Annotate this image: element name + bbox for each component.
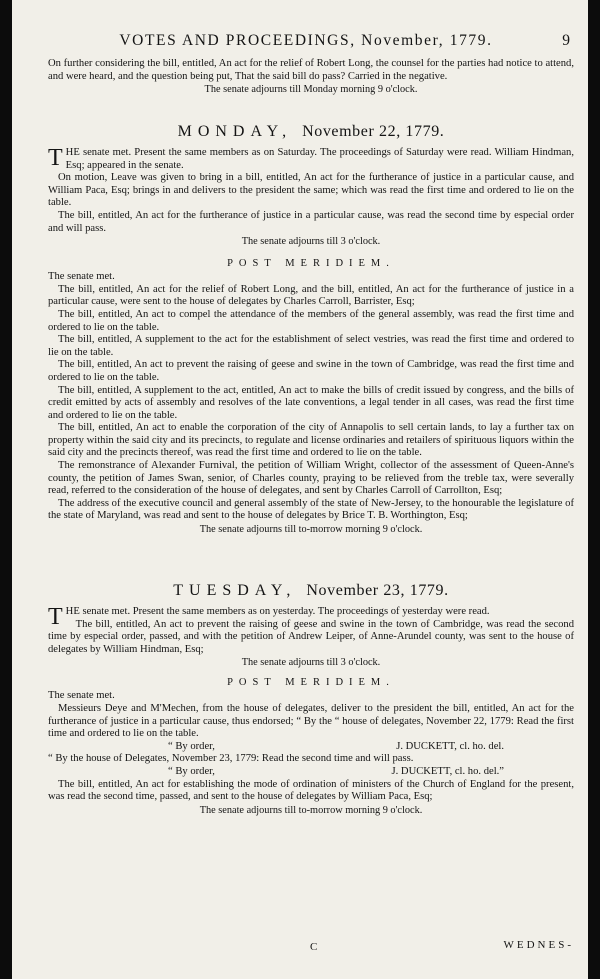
monday-pm-2: The bill, entitled, An act to compel the attendance of the members of the general assembly, was read the first time and ordered to lie on the table. — [48, 308, 574, 333]
page-number: 9 — [562, 32, 570, 49]
monday-paragraph-3: The bill, entitled, An act for the furtherance of justice in a particular cause, was read the second time by especial order and will pass. — [48, 209, 574, 234]
monday-section — [48, 121, 574, 536]
tuesday-section — [48, 580, 574, 817]
signature-mark: C — [310, 941, 318, 953]
monday-post-meridiem: POST MERIDIEM. — [227, 258, 395, 270]
tuesday-pm-adjourn: The senate adjourns till to-morrow morning 9 o'clock. — [199, 804, 423, 816]
tuesday-quote-1-order: “ By order, — [168, 740, 215, 752]
tuesday-pm-4: The bill, entitled, An act for establishing the mode of ordination of ministers of the Church of England for the present, was read the second time, passed, and sent to the house of delegates by William Paca, Esq; — [48, 778, 574, 803]
monday-pm-8: The address of the executive council and general assembly of the state of New-Jersey, to the honourable the legislature of the state of Maryland, was read and sent to the house of delegates by Brice T. B. Worthington, Esq; — [48, 497, 574, 522]
opening-section — [48, 58, 574, 96]
monday-day: MONDAY, — [177, 123, 293, 140]
monday-drop-cap: T — [48, 145, 63, 171]
monday-pm-5: The bill, entitled, A supplement to the act, entitled, An act to make the bills of credit issued by congress, and the bills of credit emitted by acts of assembly and resolves of the late conventions, a legal tender in all cases, was read the first time and ordered to lie on the table. — [48, 384, 574, 421]
tuesday-date: November 23, 1779. — [306, 582, 449, 599]
tuesday-quote-2-order: “ By order, — [168, 765, 215, 777]
monday-pm-4: The bill, entitled, An act to prevent the raising of geese and swine in the town of Cambridge, was read the first time and ordered to lie on the table. — [48, 359, 574, 383]
tuesday-paragraph-1 — [48, 604, 574, 630]
opening-paragraph: On further considering the bill, entitled, An act for the relief of Robert Long, the counsel for the parties had notice to attend, and were heard, and the question being put, That the said bill do pass? Carried in the negative. — [48, 58, 574, 82]
document-page — [12, 0, 588, 979]
tuesday-post-meridiem: POST MERIDIEM. — [227, 677, 395, 689]
monday-adjourn: The senate adjourns till 3 o'clock. — [241, 236, 381, 248]
tuesday-drop-cap: T — [48, 604, 63, 630]
monday-heading — [48, 121, 574, 143]
catchword: WEDNES- — [503, 939, 574, 951]
tuesday-pm-1: The senate met. — [48, 690, 115, 702]
page-footer — [48, 941, 574, 971]
tuesday-quote-1-clerk: J. DUCKETT, cl. ho. del. — [396, 740, 504, 752]
tuesday-paragraph-2: The bill, entitled, An act to prevent the raising of geese and swine in the town of Cambridge, was read the second time by especial order, passed, and with the petition of Andrew Leiper, of Anne-Arundel county, was sent to the house of delegates by William Hindman, Esq; — [48, 618, 574, 655]
tuesday-heading — [48, 580, 574, 602]
journal-title: VOTES AND PROCEEDINGS, — [119, 32, 356, 49]
tuesday-adjourn: The senate adjourns till 3 o'clock. — [241, 657, 381, 669]
monday-pm-0: The senate met. — [48, 271, 115, 283]
running-head — [42, 32, 570, 52]
monday-pm-adjourn: The senate adjourns till to-morrow morning 9 o'clock. — [199, 524, 423, 536]
opening-adjourn: The senate adjourns till Monday morning 9 o'clock. — [204, 84, 418, 96]
monday-pm-6: The bill, entitled, An act to enable the corporation of the city of Annapolis to sell certain lands, to lay a further tax on property within the said city and its precincts, to regulate and license ordinaries and retailers of spirituous liquors within the said city and the precincts thereof, was read the first time and ordered to lie on the table. — [48, 422, 574, 459]
monday-pm-7: The remonstrance of Alexander Furnival, the petition of William Wright, collector of the assessment of Queen-Anne's county, the petition of James Swan, senior, of Charles county, praying to be relieved from the treble tax, were severally read, referred to the consideration of the house of delegates, and sent by Charles Carroll of Carrollton, Esq; — [48, 460, 574, 497]
monday-date: November 22, 1779. — [302, 123, 445, 140]
monday-paragraph-1-text: HE senate met. Present the same members as on Saturday. The proceedings of Saturday were read. William Hindman, Esq; appeared in the senate. — [65, 147, 574, 171]
tuesday-quote-1 — [48, 741, 574, 754]
tuesday-quote-2 — [48, 766, 574, 779]
tuesday-pm-3: “ By the house of Delegates, November 23, 1779: Read the second time and will pass. — [48, 753, 414, 765]
monday-pm-3: The bill, entitled, A supplement to the act for the establishment of select vestries, was read the first time and ordered to lie on the table. — [48, 334, 574, 358]
tuesday-pm-2: Messieurs Deye and M'Mechen, from the house of delegates, deliver to the president the bill, entitled, An act for the furtherance of justice in a particular cause, thus endorsed; “ By the “ house of delegates, November 22, 1779: Read the first time and ordered to lie on the table. — [48, 702, 574, 740]
tuesday-quote-2-clerk: J. DUCKETT, cl. ho. del.” — [391, 765, 504, 777]
monday-paragraph-2: On motion, Leave was given to bring in a bill, entitled, An act for the furtherance of justice in a particular cause, and William Paca, Esq; brings in and delivers to the president the same; which was read the first time and ordered to lie on the table. — [48, 172, 574, 209]
tuesday-day: TUESDAY, — [173, 582, 297, 599]
monday-pm-1: The bill, entitled, An act for the relief of Robert Long, and the bill, entitled, An act for the furtherance of justice in a particular cause, were sent to the house of delegates by Charles Carroll, Barrister, Esq; — [48, 283, 574, 308]
monday-paragraph-1 — [48, 147, 574, 172]
running-date: November, 1779. — [361, 32, 493, 49]
tuesday-paragraph-1-text: HE senate met. Present the same members as on yesterday. The proceedings of yesterday were read. — [65, 606, 490, 617]
